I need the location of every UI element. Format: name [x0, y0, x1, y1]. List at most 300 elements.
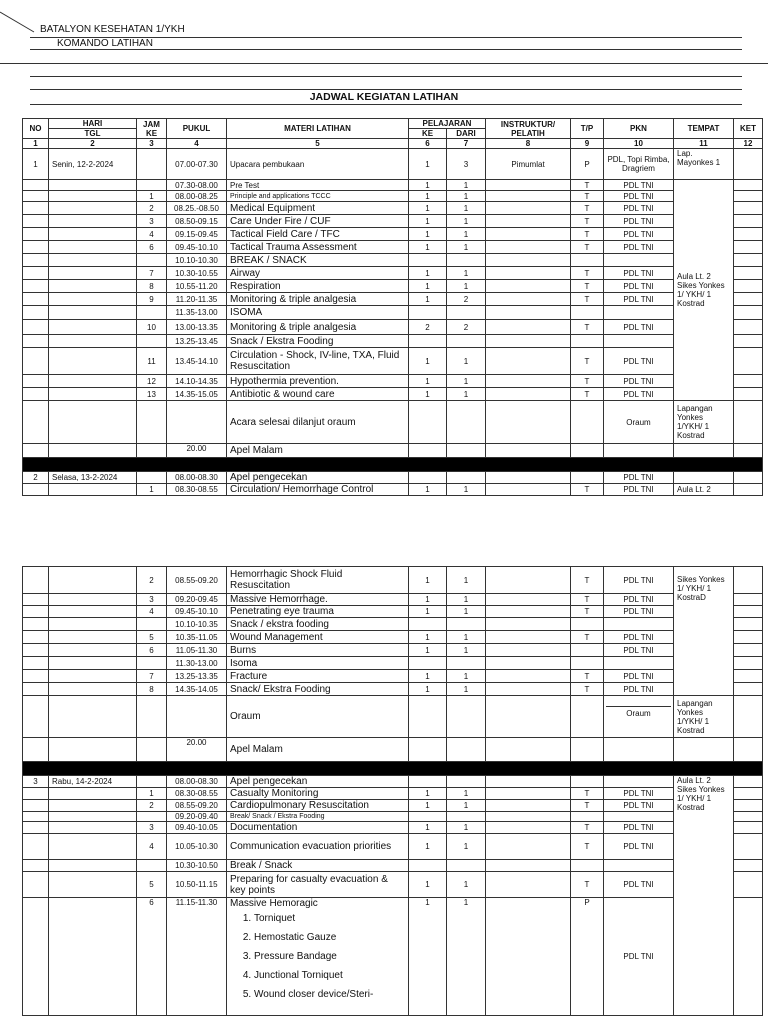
cell-hari [49, 320, 137, 335]
cell-ket [734, 215, 763, 228]
cell-pkn [604, 335, 674, 348]
cell-tp: T [571, 267, 604, 280]
cell-tp: T [571, 484, 604, 496]
cell-hari [49, 444, 137, 458]
cell-jam: 5 [137, 872, 167, 898]
cell-instruktur [486, 444, 571, 458]
cell-jam: 10 [137, 320, 167, 335]
cell-hari: Rabu, 14-2-2024 [49, 776, 137, 788]
cell-instruktur [486, 657, 571, 670]
cell-ke: 1 [409, 872, 447, 898]
day-separator-bar [23, 762, 763, 776]
col-number: 2 [49, 139, 137, 149]
cell-materi: Monitoring & triple analgesia [227, 293, 409, 306]
cell-hari [49, 822, 137, 834]
cell-instruktur [486, 594, 571, 606]
cell-pkn: PDL TNI [604, 594, 674, 606]
cell-tempat: Aula Lt. 2 Sikes Yonkes 1/ YKH/ 1 Kostrad [674, 776, 734, 1016]
cell-instruktur [486, 484, 571, 496]
cell-pukul [167, 696, 227, 738]
cell-tempat [674, 472, 734, 484]
cell-ket [734, 738, 763, 762]
cell-pkn [604, 696, 674, 738]
cell-jam: 7 [137, 267, 167, 280]
cell-no [23, 202, 49, 215]
cell-jam: 4 [137, 834, 167, 860]
col-jam: JAM KE [137, 119, 167, 139]
cell-instruktur [486, 567, 571, 594]
cell-tp [571, 335, 604, 348]
cell-pukul: 10.30-10.50 [167, 860, 227, 872]
cell-dari: 1 [447, 800, 486, 812]
cell-pkn-text: Oraum [626, 709, 651, 718]
cell-dari: 2 [447, 320, 486, 335]
cell-pkn: PDL TNI [604, 228, 674, 241]
cell-instruktur [486, 191, 571, 202]
cell-jam: 8 [137, 280, 167, 293]
cell-pukul: 11.35-13.00 [167, 306, 227, 320]
cell-pkn: PDL TNI [604, 320, 674, 335]
cell-instruktur [486, 812, 571, 822]
cell-no [23, 401, 49, 444]
cell-ket [734, 834, 763, 860]
cell-tempat: Lapangan Yonkes 1/YKH/ 1 Kostrad [674, 401, 734, 444]
table-row [23, 834, 763, 860]
table-row [23, 618, 763, 631]
cell-pkn: PDL TNI [604, 800, 674, 812]
cell-pukul: 10.30-10.55 [167, 267, 227, 280]
cell-tp [571, 738, 604, 762]
cell-jam: 6 [137, 241, 167, 254]
cell-dari: 1 [447, 375, 486, 388]
cell-ke: 1 [409, 788, 447, 800]
cell-ket [734, 472, 763, 484]
col-tempat: TEMPAT [674, 119, 734, 139]
cell-jam [137, 254, 167, 267]
cell-ke: 1 [409, 567, 447, 594]
cell-pukul: 10.05-10.30 [167, 834, 227, 860]
cell-hari [49, 280, 137, 293]
cell-pukul: 20.00 [167, 444, 227, 458]
cell-dari [447, 306, 486, 320]
cell-pkn: PDL TNI [604, 280, 674, 293]
cell-jam [137, 306, 167, 320]
table-row [23, 657, 763, 670]
cell-instruktur [486, 254, 571, 267]
cell-jam [137, 657, 167, 670]
cell-no [23, 800, 49, 812]
cell-pkn: PDL TNI [604, 683, 674, 696]
cell-tp: T [571, 293, 604, 306]
cell-ke: 1 [409, 202, 447, 215]
cell-ket [734, 484, 763, 496]
cell-materi: Respiration [227, 280, 409, 293]
cell-hari [49, 788, 137, 800]
table-row [23, 644, 763, 657]
cell-no [23, 293, 49, 306]
cell-jam: 1 [137, 788, 167, 800]
cell-jam: 3 [137, 822, 167, 834]
cell-materi: Apel Malam [227, 444, 409, 458]
cell-pukul [167, 401, 227, 444]
cell-pkn: PDL TNI [604, 484, 674, 496]
cell-ke: 2 [409, 320, 447, 335]
cell-ke: 1 [409, 670, 447, 683]
table-row [23, 631, 763, 644]
col-number: 11 [674, 139, 734, 149]
cell-tp: T [571, 241, 604, 254]
cell-instruktur [486, 280, 571, 293]
cell-pukul: 13.00-13.35 [167, 320, 227, 335]
cell-pukul: 14.35-14.05 [167, 683, 227, 696]
cell-no [23, 631, 49, 644]
cell-instruktur [486, 401, 571, 444]
cell-hari [49, 683, 137, 696]
cell-ket [734, 644, 763, 657]
cell-tp [571, 657, 604, 670]
cell-tp: T [571, 388, 604, 401]
cell-instruktur [486, 472, 571, 484]
cell-tp: T [571, 375, 604, 388]
cell-materi: Fracture [227, 670, 409, 683]
document-header [0, 0, 768, 110]
cell-ket [734, 444, 763, 458]
cell-ke [409, 335, 447, 348]
cell-ket [734, 812, 763, 822]
cell-tp: T [571, 834, 604, 860]
cell-pkn [604, 444, 674, 458]
table-row [23, 822, 763, 834]
cell-pukul: 07.30-08.00 [167, 180, 227, 191]
cell-pkn: PDL TNI [604, 191, 674, 202]
col-pukul: PUKUL [167, 119, 227, 139]
cell-tp [571, 812, 604, 822]
col-tp: T/P [571, 119, 604, 139]
cell-tp [571, 306, 604, 320]
cell-ke: 1 [409, 388, 447, 401]
cell-jam [137, 860, 167, 872]
col-number: 3 [137, 139, 167, 149]
cell-tp [571, 472, 604, 484]
cell-no [23, 335, 49, 348]
cell-tp: T [571, 788, 604, 800]
cell-jam [137, 776, 167, 788]
cell-materi: Oraum [227, 696, 409, 738]
cell-no [23, 872, 49, 898]
cell-ke [409, 472, 447, 484]
table-row [23, 484, 763, 496]
cell-pukul: 09.45-10.10 [167, 606, 227, 618]
cell-dari [447, 657, 486, 670]
cell-pukul: 08.55-09.20 [167, 800, 227, 812]
cell-no [23, 898, 49, 1016]
cell-pkn: PDL TNI [604, 375, 674, 388]
cell-hari [49, 567, 137, 594]
cell-materi: BREAK / SNACK [227, 254, 409, 267]
cell-tp [571, 696, 604, 738]
cell-pukul: 13.45-14.10 [167, 348, 227, 375]
cell-ket [734, 280, 763, 293]
cell-materi-title: Massive Hemoragic [230, 898, 318, 909]
cell-instruktur [486, 348, 571, 375]
table-row [23, 683, 763, 696]
cell-pkn: PDL TNI [604, 388, 674, 401]
cell-dari: 1 [447, 898, 486, 1016]
cell-jam [137, 335, 167, 348]
cell-materi [227, 898, 409, 1016]
cell-ket [734, 860, 763, 872]
cell-ke: 1 [409, 191, 447, 202]
cell-materi: Preparing for casualty evacuation & key points [227, 872, 409, 898]
cell-no: 2 [23, 472, 49, 484]
cell-tempat: Lapangan Yonkes 1/YKH/ 1 Kostrad [674, 696, 734, 738]
cell-pkn: PDL TNI [604, 606, 674, 618]
cell-materi: Apel pengecekan [227, 776, 409, 788]
schedule-table-2 [22, 566, 763, 1016]
table-row [23, 594, 763, 606]
cell-dari: 1 [447, 267, 486, 280]
cell-dari: 1 [447, 348, 486, 375]
cell-instruktur [486, 631, 571, 644]
cell-ke [409, 444, 447, 458]
cell-materi: Break / Snack [227, 860, 409, 872]
cell-ket [734, 335, 763, 348]
cell-dari: 3 [447, 149, 486, 180]
cell-instruktur [486, 696, 571, 738]
cell-hari [49, 484, 137, 496]
cell-hari [49, 800, 137, 812]
cell-dari: 1 [447, 631, 486, 644]
day-separator-bar [23, 458, 763, 472]
cell-hari [49, 267, 137, 280]
cell-pkn: PDL TNI [604, 348, 674, 375]
cell-ke: 1 [409, 280, 447, 293]
cell-pkn: PDL TNI [604, 644, 674, 657]
cell-pukul: 09.40-10.05 [167, 822, 227, 834]
cell-hari [49, 215, 137, 228]
cell-hari [49, 670, 137, 683]
cell-pkn [604, 738, 674, 762]
cell-pukul: 09.45-10.10 [167, 241, 227, 254]
cell-instruktur [486, 644, 571, 657]
cell-materi: ISOMA [227, 306, 409, 320]
cell-dari: 1 [447, 594, 486, 606]
cell-pkn [604, 860, 674, 872]
table-row [23, 776, 763, 788]
cell-pukul: 13.25-13.45 [167, 335, 227, 348]
cell-dari [447, 696, 486, 738]
cell-tp [571, 860, 604, 872]
table-row [23, 202, 763, 215]
cell-materi: Hemorrhagic Shock Fluid Resuscitation [227, 567, 409, 594]
col-number: 4 [167, 139, 227, 149]
cell-materi: Casualty Monitoring [227, 788, 409, 800]
col-ket: KET [734, 119, 763, 139]
cell-instruktur [486, 788, 571, 800]
corner-diagonal-line [0, 0, 40, 40]
org-line-1: BATALYON KESEHATAN 1/YKH [40, 24, 185, 35]
table-row [23, 149, 763, 180]
cell-dari [447, 401, 486, 444]
cell-instruktur [486, 388, 571, 401]
cell-ket [734, 683, 763, 696]
cell-jam [137, 149, 167, 180]
cell-pkn [604, 254, 674, 267]
cell-hari [49, 606, 137, 618]
cell-dari [447, 335, 486, 348]
cell-pukul: 13.25-13.35 [167, 670, 227, 683]
cell-instruktur [486, 267, 571, 280]
cell-materi: Monitoring & triple analgesia [227, 320, 409, 335]
cell-tp: T [571, 606, 604, 618]
cell-ket [734, 180, 763, 191]
cell-tp: T [571, 631, 604, 644]
cell-dari [447, 254, 486, 267]
table-row [23, 241, 763, 254]
cell-hari [49, 594, 137, 606]
cell-instruktur [486, 898, 571, 1016]
cell-ket [734, 241, 763, 254]
cell-no [23, 241, 49, 254]
cell-ke: 1 [409, 228, 447, 241]
cell-materi: Hypothermia prevention. [227, 375, 409, 388]
cell-ke [409, 860, 447, 872]
cell-ke [409, 776, 447, 788]
col-number: 7 [447, 139, 486, 149]
cell-jam [137, 180, 167, 191]
cell-dari: 1 [447, 834, 486, 860]
table-row [23, 738, 763, 762]
cell-ke: 1 [409, 644, 447, 657]
cell-jam: 2 [137, 202, 167, 215]
cell-tp: T [571, 280, 604, 293]
cell-pukul: 11.20-11.35 [167, 293, 227, 306]
table-row [23, 293, 763, 306]
cell-pkn: PDL TNI [604, 631, 674, 644]
cell-hari [49, 180, 137, 191]
cell-no [23, 644, 49, 657]
cell-pkn: PDL TNI [604, 202, 674, 215]
oraum-underline [606, 706, 671, 707]
cell-no [23, 191, 49, 202]
cell-pukul: 09.20-09.45 [167, 594, 227, 606]
cell-no [23, 788, 49, 800]
cell-pukul: 07.00-07.30 [167, 149, 227, 180]
cell-no [23, 594, 49, 606]
cell-tp: T [571, 348, 604, 375]
cell-materi: Circulation/ Hemorrhage Control [227, 484, 409, 496]
table-row [23, 401, 763, 444]
cell-pkn: PDL TNI [604, 241, 674, 254]
cell-dari: 1 [447, 228, 486, 241]
cell-jam: 13 [137, 388, 167, 401]
cell-materi: Massive Hemorrhage. [227, 594, 409, 606]
cell-ket [734, 320, 763, 335]
cell-instruktur [486, 202, 571, 215]
cell-hari [49, 860, 137, 872]
cell-pukul: 08.25.-08.50 [167, 202, 227, 215]
cell-materi: Communication evacuation priorities [227, 834, 409, 860]
cell-ket [734, 267, 763, 280]
cell-jam [137, 738, 167, 762]
col-ke: KE [409, 129, 447, 139]
cell-hari [49, 306, 137, 320]
cell-hari [49, 348, 137, 375]
cell-ke: 1 [409, 267, 447, 280]
header-rule [30, 89, 742, 90]
cell-pukul: 14.10-14.35 [167, 375, 227, 388]
cell-pukul: 08.00-08.25 [167, 191, 227, 202]
cell-no [23, 254, 49, 267]
cell-jam [137, 401, 167, 444]
cell-pkn: PDL TNI [604, 567, 674, 594]
cell-instruktur [486, 738, 571, 762]
cell-ke [409, 618, 447, 631]
cell-jam: 1 [137, 191, 167, 202]
cell-hari [49, 335, 137, 348]
cell-jam: 3 [137, 594, 167, 606]
cell-no [23, 228, 49, 241]
cell-dari: 2 [447, 293, 486, 306]
table-row [23, 567, 763, 594]
cell-pukul: 08.30-08.55 [167, 484, 227, 496]
cell-jam: 4 [137, 228, 167, 241]
col-no: NO [23, 119, 49, 139]
table-row [23, 306, 763, 320]
cell-jam: 7 [137, 670, 167, 683]
cell-instruktur: Pimumlat [486, 149, 571, 180]
table-row [23, 812, 763, 822]
cell-dari: 1 [447, 683, 486, 696]
cell-ke [409, 306, 447, 320]
table-row [23, 335, 763, 348]
cell-materi: Tactical Field Care / TFC [227, 228, 409, 241]
table-row [23, 191, 763, 202]
cell-no [23, 696, 49, 738]
cell-instruktur [486, 860, 571, 872]
cell-no [23, 618, 49, 631]
cell-materi: Burns [227, 644, 409, 657]
cell-no [23, 738, 49, 762]
column-header-row [23, 119, 763, 129]
col-number: 9 [571, 139, 604, 149]
cell-tempat: Lap. Mayonkes 1 [674, 149, 734, 180]
cell-jam [137, 812, 167, 822]
cell-instruktur [486, 822, 571, 834]
cell-ke [409, 657, 447, 670]
cell-dari: 1 [447, 388, 486, 401]
cell-hari [49, 872, 137, 898]
cell-instruktur [486, 683, 571, 696]
cell-dari [447, 812, 486, 822]
table-row [23, 860, 763, 872]
cell-hari [49, 738, 137, 762]
cell-pukul: 10.35-11.05 [167, 631, 227, 644]
cell-instruktur [486, 306, 571, 320]
cell-pkn: PDL TNI [604, 670, 674, 683]
cell-dari: 1 [447, 644, 486, 657]
cell-instruktur [486, 180, 571, 191]
cell-tempat: Aula Lt. 2 Sikes Yonkes 1/ YKH/ 1 Kostrad [674, 180, 734, 401]
cell-materi: Cardiopulmonary Resuscitation [227, 800, 409, 812]
cell-dari: 1 [447, 202, 486, 215]
cell-pukul: 20.00 [167, 738, 227, 762]
cell-no [23, 670, 49, 683]
cell-ke: 1 [409, 606, 447, 618]
cell-jam: 4 [137, 606, 167, 618]
cell-instruktur [486, 335, 571, 348]
list-item: 3. Pressure Bandage [254, 947, 405, 966]
